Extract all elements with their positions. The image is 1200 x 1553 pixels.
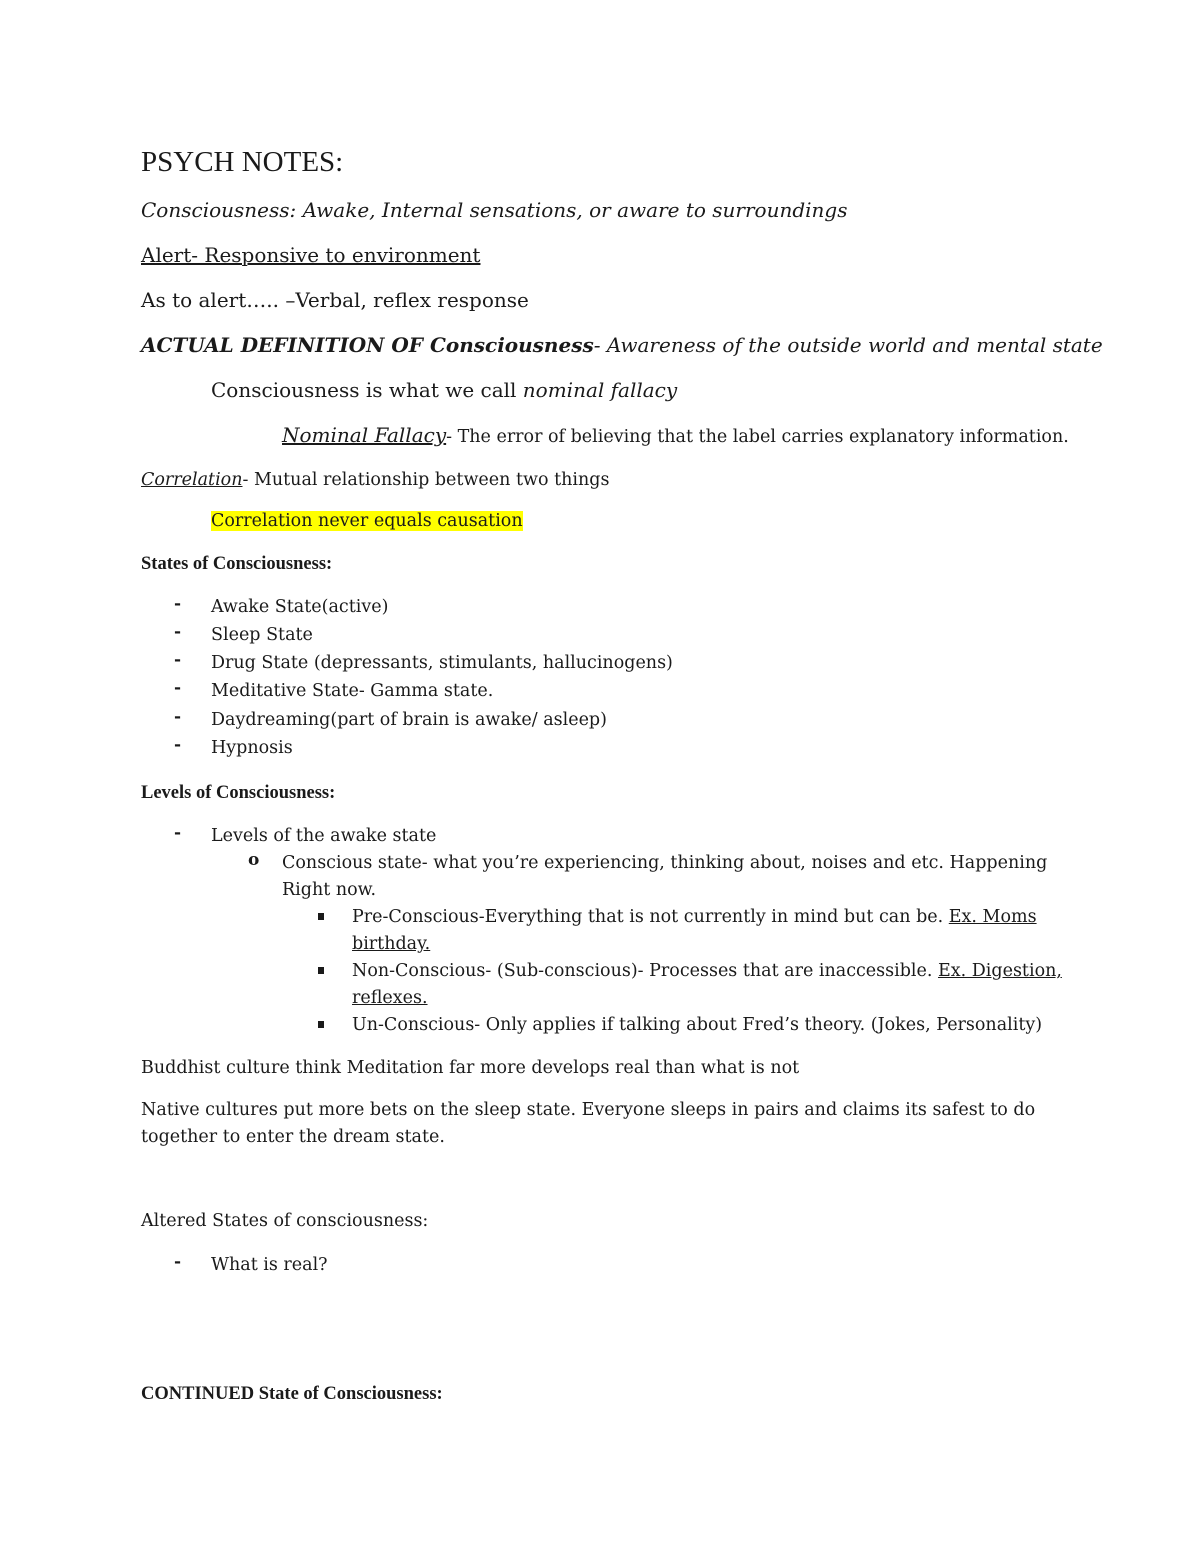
dash-bullet: - [174, 594, 182, 614]
native-line2: together to enter the dream state. [141, 1127, 445, 1147]
as-to-alert-line: As to alert….. –Verbal, reflex response [141, 288, 529, 312]
correlation-rest: - Mutual relationship between two things [242, 470, 610, 490]
non-conscious-line1 [352, 958, 1062, 984]
buddhist-line: Buddhist culture think Meditation far more develops real than what is not [141, 1058, 800, 1078]
correlation-term: Correlation [141, 470, 243, 490]
levels-header: Levels of Consciousness: [141, 783, 336, 803]
un-conscious-line: Un-Conscious- Only applies if talking about Fred’s theory. (Jokes, Personality) [352, 1015, 1043, 1035]
page-title: PSYCH NOTES: [141, 146, 344, 178]
nominal-prefix: Consciousness is what we call [211, 378, 523, 402]
conscious-state-line1: Conscious state- what you’re experiencing, thinking about, noises and etc. Happening [282, 853, 1048, 873]
state-item: Sleep State [211, 625, 313, 645]
state-item: Meditative State- Gamma state. [211, 681, 494, 701]
highlighted-text: Correlation never equals causation [211, 511, 523, 531]
state-item: Daydreaming(part of brain is awake/ asleep) [211, 710, 607, 730]
dash-bullet: - [174, 678, 182, 698]
actual-definition-rest: - Awareness of the outside world and mental state [593, 333, 1103, 357]
dash-bullet: - [174, 650, 182, 670]
consciousness-line: Consciousness: Awake, Internal sensations, or aware to surroundings [141, 198, 848, 222]
non-conscious-example: Ex. Digestion, [938, 961, 1062, 981]
altered-item: What is real? [211, 1255, 328, 1275]
state-item: Hypnosis [211, 738, 293, 758]
dash-bullet: - [174, 622, 182, 642]
square-bullet [318, 1021, 324, 1028]
alert-line: Alert- Responsive to environment [141, 243, 481, 267]
state-item: Awake State(active) [211, 597, 389, 617]
levels-item: Levels of the awake state [211, 826, 437, 846]
nominal-line [211, 377, 677, 403]
o-bullet: o [248, 850, 260, 870]
actual-definition-line [141, 332, 1103, 358]
dash-bullet: - [174, 707, 182, 727]
correlation-line [141, 466, 609, 493]
native-line1: Native cultures put more bets on the sleep state. Everyone sleeps in pairs and claims its safest to do [141, 1100, 1036, 1120]
nominal-fallacy-definition [282, 422, 1069, 450]
states-header: States of Consciousness: [141, 554, 333, 574]
nominal-fallacy-term: Nominal Fallacy [282, 423, 447, 447]
state-item: Drug State (depressants, stimulants, hallucinogens) [211, 653, 673, 673]
dash-bullet: - [174, 735, 182, 755]
square-bullet [318, 967, 324, 974]
pre-conscious-line2: birthday. [352, 934, 431, 954]
nominal-fallacy-rest: - The error of believing that the label carries explanatory information. [446, 427, 1069, 447]
dash-bullet: - [174, 1252, 182, 1272]
nominal-italic: nominal fallacy [522, 378, 678, 402]
continued-header [141, 1381, 443, 1407]
continued-bold2: State of Consciousness: [254, 1384, 443, 1404]
altered-header: Altered States of consciousness: [141, 1211, 429, 1231]
conscious-state-line2: Right now. [282, 880, 377, 900]
dash-bullet: - [174, 823, 182, 843]
pre-conscious-example: Ex. Moms [948, 907, 1037, 927]
square-bullet [318, 913, 324, 920]
non-conscious-text: Non-Conscious- (Sub-conscious)- Processes that are inaccessible. [352, 961, 938, 981]
pre-conscious-text: Pre-Conscious-Everything that is not currently in mind but can be. [352, 907, 949, 927]
pre-conscious-line1 [352, 904, 1037, 930]
non-conscious-line2: reflexes. [352, 988, 428, 1008]
actual-definition-bold: ACTUAL DEFINITION OF Consciousness [141, 333, 594, 357]
highlight-line [211, 508, 523, 534]
continued-bold1: CONTINUED [141, 1384, 255, 1404]
